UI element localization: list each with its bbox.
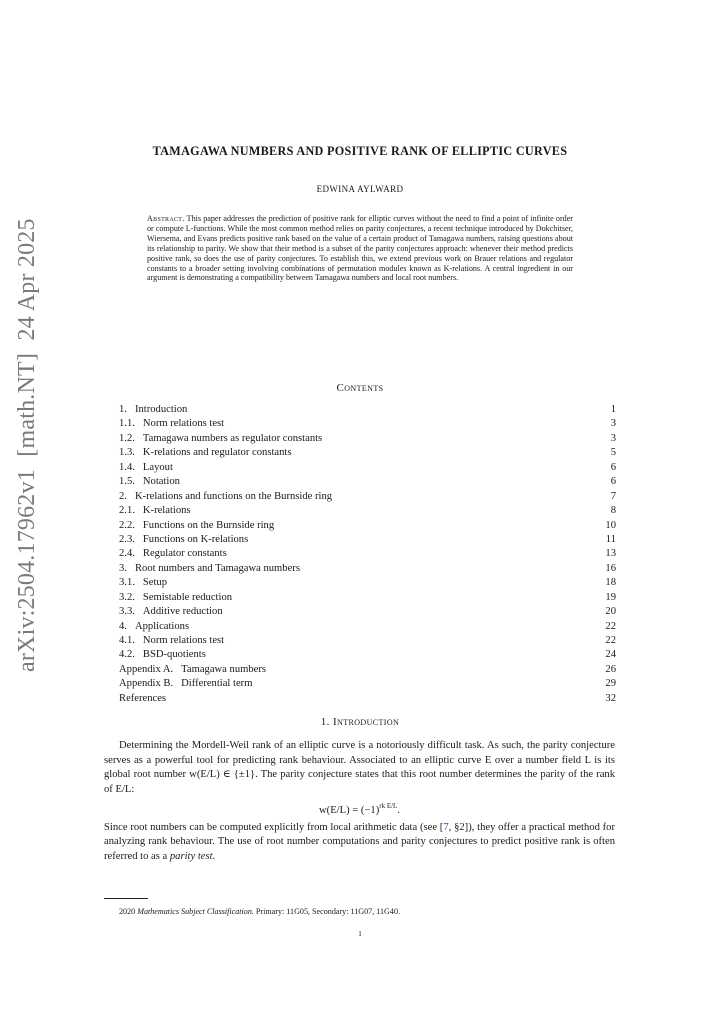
toc-entry-number: Appendix B. — [119, 678, 174, 690]
citation-link[interactable]: 7 — [443, 821, 449, 833]
toc-entry-page: 11 — [605, 533, 616, 545]
toc-entry-number: 1.2. — [119, 432, 135, 444]
toc-entry-number: Appendix A. — [119, 663, 174, 675]
toc-entry-left — [119, 475, 180, 489]
intro-paragraph-2 — [104, 821, 615, 865]
abstract-label: Abstract. — [147, 214, 185, 223]
toc-entry-left — [119, 677, 252, 691]
toc-entry-left — [119, 504, 191, 518]
toc-entry[interactable] — [119, 475, 616, 489]
toc-entry-page: 26 — [605, 663, 616, 675]
toc-entry-page: 8 — [610, 505, 616, 517]
toc-entry-page: 3 — [610, 418, 616, 430]
toc-entry-number: 1.5. — [119, 476, 135, 488]
toc-entry-left — [119, 417, 224, 431]
toc-entry-number: 2.4. — [119, 548, 135, 560]
abstract — [147, 214, 573, 283]
toc-entry-title: Additive reduction — [142, 606, 223, 618]
toc-entry-page: 3 — [610, 432, 616, 444]
toc-entry[interactable] — [119, 461, 616, 475]
footnote-year: 2020 — [119, 907, 136, 916]
toc-entry-title: Setup — [142, 577, 168, 589]
arxiv-identifier: arXiv:2504.17962v1 [math.NT] 24 Apr 2025 — [14, 218, 40, 672]
toc-entry-page: 5 — [610, 447, 616, 459]
toc-entry-left — [119, 663, 266, 677]
table-of-contents — [119, 403, 616, 706]
toc-entry-title: Tamagawa numbers as regulator constants — [142, 432, 323, 444]
formula-end: . — [397, 805, 400, 816]
toc-entry-page: 1 — [610, 404, 616, 415]
paper-author: EDWINA AYLWARD — [316, 184, 404, 194]
toc-entry-page: 22 — [605, 635, 616, 646]
toc-entry-title: Layout — [142, 461, 173, 473]
toc-entry-number: 1. — [119, 404, 127, 415]
abstract-text: This paper addresses the prediction of positive rank for elliptic curves without the need to find a point of infinite order or compute L-functions. While the most common method relies on parity conjectures, a recent technique introduced by Dokchitser, Wiersema, and Evans predicts positive rank based on the value of a certain product of Tamagawa numbers, raising questions about its relationship to parity. We show that their method is a subset of the parity conjectures approach: whenever their method predicts positive rank, so does the use of parity conjectures. To establish this, we extend previous work on Brauer relations and regulator constants to a broader setting involving combinations of permutation modules known as K-relations. A central ingredient in our argument is demonstrating a compatibility between Tamagawa numbers and local root numbers. — [147, 214, 573, 283]
footnote-label: Mathematics Subject Classification. — [137, 907, 254, 916]
toc-entry[interactable] — [119, 519, 616, 533]
toc-entry[interactable] — [119, 533, 616, 547]
footnote — [119, 907, 400, 916]
contents-heading: Contents — [336, 382, 384, 394]
toc-entry-title: Norm relations test — [142, 635, 225, 646]
parity-formula — [104, 799, 615, 819]
intro-paragraph-1: Determining the Mordell-Weil rank of an elliptic curve is a notoriously difficult task. As such, the parity conjecture serves as a powerful tool for predicting rank behaviour. Associated to an elliptic curve E over a number field L is its global root number w(E/L) ∈ {±1}. The parity conjecture states that this root number determines the parity of the rank of E/L: — [104, 740, 615, 795]
toc-entry-number: 2.1. — [119, 505, 135, 517]
page-number: 1 — [358, 929, 362, 938]
toc-entry-title: Tamagawa numbers — [181, 663, 267, 675]
toc-entry-left — [119, 605, 223, 619]
toc-entry-left — [119, 692, 166, 706]
toc-entry-left — [119, 490, 332, 504]
toc-entry-left — [119, 591, 232, 605]
toc-entry[interactable] — [119, 562, 616, 576]
toc-entry[interactable] — [119, 446, 616, 460]
toc-entry-page: 19 — [605, 591, 616, 603]
toc-entry-title: Functions on the Burnside ring — [142, 519, 275, 531]
toc-entry-number: 3.3. — [119, 606, 135, 618]
toc-entry-left — [119, 461, 173, 475]
toc-entry-number: 2.3. — [119, 533, 135, 545]
toc-entry-left — [119, 620, 189, 634]
toc-entry-page: 20 — [605, 606, 616, 618]
para2-text-c: . — [212, 850, 216, 862]
toc-entry[interactable] — [119, 648, 616, 662]
toc-entry[interactable] — [119, 620, 616, 634]
toc-entry-title: Introduction — [134, 404, 188, 415]
toc-entry-number: 3.1. — [119, 577, 135, 589]
toc-entry-number: 1.1. — [119, 418, 135, 430]
toc-entry-number: 3. — [119, 562, 127, 574]
toc-entry-left — [119, 432, 322, 446]
paper-title: TAMAGAWA NUMBERS AND POSITIVE RANK OF ELLIPTIC CURVES — [152, 144, 568, 158]
formula-lhs: w(E/L) = (−1) — [319, 805, 380, 816]
toc-entry[interactable] — [119, 634, 616, 648]
toc-entry-left — [119, 562, 300, 576]
toc-entry-number: 4.1. — [119, 635, 135, 646]
footnote-rule — [104, 898, 148, 899]
toc-entry-number: 1.3. — [119, 447, 135, 459]
toc-entry-left — [119, 533, 248, 547]
introduction-body — [104, 739, 615, 864]
toc-entry-title: Semistable reduction — [142, 591, 233, 603]
toc-entry[interactable] — [119, 663, 616, 677]
toc-entry-page: 6 — [610, 476, 616, 488]
toc-entry-title: References — [119, 692, 167, 704]
toc-entry-title: K-relations and functions on the Burnside ring — [134, 490, 333, 502]
toc-entry-page: 7 — [610, 490, 616, 502]
toc-entry-left — [119, 519, 274, 533]
toc-entry-page: 24 — [605, 649, 616, 661]
formula-exponent: rk E/L — [379, 802, 398, 810]
toc-entry[interactable] — [119, 432, 616, 446]
toc-entry-left — [119, 446, 291, 460]
toc-entry-page: 29 — [605, 678, 616, 690]
toc-entry[interactable] — [119, 547, 616, 561]
toc-entry[interactable] — [119, 605, 616, 619]
toc-entry[interactable] — [119, 403, 616, 417]
parity-test-term: parity test — [169, 850, 213, 862]
toc-entry[interactable] — [119, 490, 616, 504]
toc-entry[interactable] — [119, 417, 616, 431]
toc-entry-left — [119, 403, 187, 417]
toc-entry-title: BSD-quotients — [142, 649, 206, 661]
toc-entry-title: K-relations — [142, 505, 191, 517]
toc-entry-number: 4. — [119, 620, 127, 632]
toc-entry-title: Root numbers and Tamagawa numbers — [134, 562, 300, 574]
section-heading: 1. Introduction — [320, 716, 400, 728]
toc-entry-number: 1.4. — [119, 461, 135, 473]
toc-entry-title: Differential term — [181, 678, 253, 690]
toc-entry-left — [119, 547, 227, 561]
toc-entry-title: Regulator constants — [142, 548, 227, 560]
toc-entry[interactable] — [119, 692, 616, 706]
toc-entry[interactable] — [119, 576, 616, 590]
toc-entry-title: Notation — [142, 476, 180, 488]
toc-entry[interactable] — [119, 591, 616, 605]
toc-entry-left — [119, 648, 206, 662]
toc-entry-page: 6 — [610, 461, 616, 473]
toc-entry-number: 4.2. — [119, 649, 135, 661]
toc-entry-left — [119, 634, 224, 648]
toc-entry-page: 16 — [605, 562, 616, 574]
footnote-text: Primary: 11G05, Secondary: 11G07, 11G40. — [255, 907, 401, 916]
toc-entry-title: K-relations and regulator constants — [142, 447, 292, 459]
toc-entry[interactable] — [119, 504, 616, 518]
toc-entry-page: 18 — [605, 577, 616, 589]
toc-entry[interactable] — [119, 677, 616, 691]
toc-entry-number: 2. — [119, 490, 127, 502]
para2-text-a: Since root numbers can be computed explicitly from local arithmetic data (see [ — [104, 821, 444, 833]
para2-text-b: , §2]), they offer a practical method for analyzing rank behaviour. The use of root number computations and parity conjectures to predict positive rank is often referred to as a — [104, 821, 615, 862]
toc-entry-title: Norm relations test — [142, 418, 225, 430]
toc-entry-number: 3.2. — [119, 591, 135, 603]
toc-entry-page: 10 — [605, 519, 616, 531]
toc-entry-page: 13 — [605, 548, 616, 560]
toc-entry-page: 22 — [605, 620, 616, 632]
toc-entry-left — [119, 576, 167, 590]
toc-entry-title: Functions on K-relations — [142, 533, 249, 545]
toc-entry-number: 2.2. — [119, 519, 135, 531]
toc-entry-title: Applications — [134, 620, 190, 632]
toc-entry-page: 32 — [605, 692, 616, 704]
